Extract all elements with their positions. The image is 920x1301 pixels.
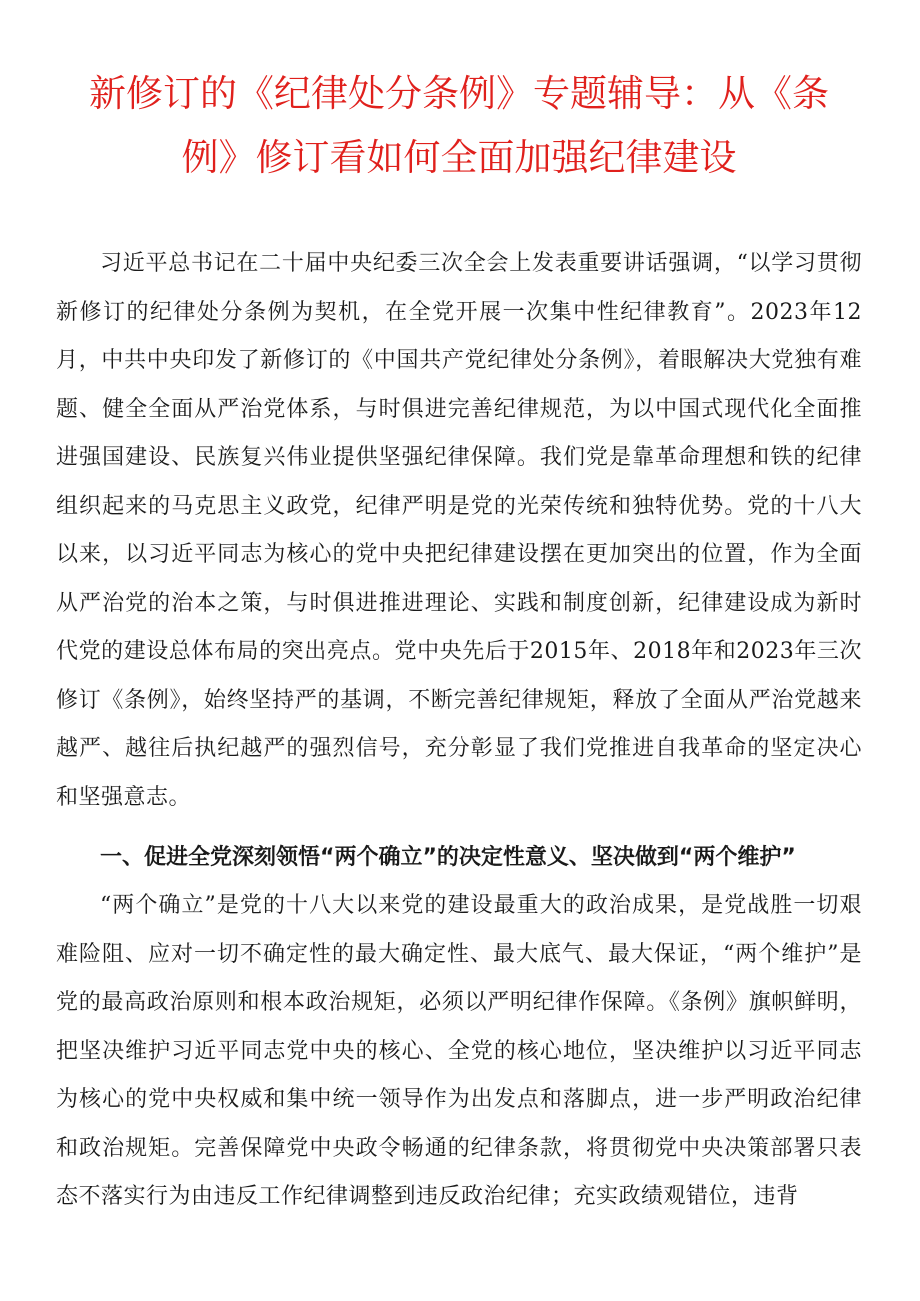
intro-paragraph: 习近平总书记在二十届中央纪委三次全会上发表重要讲话强调，“以学习贯彻新修订的纪律处分条例为契机，在全党开展一次集中性纪律教育”。2023年12月，中共中央印发了新修订的《中国共产党纪律处分条例》，着眼解决大党独有难题、健全全面从严治党体系，与时俱进完善纪律规范，为以中国式现代化全面推进强国建设、民族复兴伟业提供坚强纪律保障。我们党是靠革命理想和铁的纪律组织起来的马克思主义政党，纪律严明是党的光荣传统和独特优势。党的十八大以来，以习近平同志为核心的党中央把纪律建设摆在更加突出的位置，作为全面从严治党的治本之策，与时俱进推进理论、实践和制度创新，纪律建设成为新时代党的建设总体布局的突出亮点。党中央先后于2015年、2018年和2023年三次修订《条例》，始终坚持严的基调，不断完善纪律规矩，释放了全面从严治党越来越严、越往后执纪越严的强烈信号，充分彰显了我们党推进自我革命的坚定决心和坚强意志。 — [56, 251, 862, 810]
document-title: 新修订的《纪律处分条例》专题辅导：从《条例》修订看如何全面加强纪律建设 — [89, 72, 829, 179]
section-heading: 一、促进全党深刻领悟“两个确立”的决定性意义、坚决做到“两个维护” — [100, 845, 796, 870]
section-paragraph: “两个确立”是党的十八大以来党的建设最重大的政治成果，是党战胜一切艰难险阻、应对一切不确定性的最大确定性、最大底气、最大保证，“两个维护”是党的最高政治原则和根本政治规矩，必须以严明纪律作保障。《条例》旗帜鲜明，把坚决维护习近平同志党中央的核心、全党的核心地位，坚决维护以习近平同志为核心的党中央权威和集中统一领导作为出发点和落脚点，进一步严明政治纪律和政治规矩。完善保障党中央政令畅通的纪律条款，将贯彻党中央决策部署只表态不落实行为由违反工作纪律调整到违反政治纪律；充实政绩观错位，违背 — [56, 893, 862, 1209]
